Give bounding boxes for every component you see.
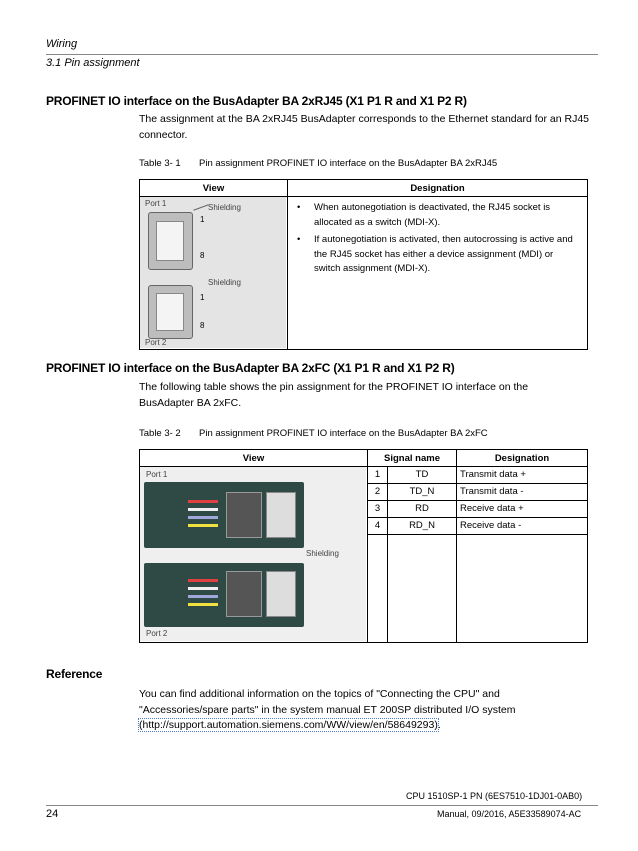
page-number: 24 bbox=[46, 808, 59, 820]
wire-4-top bbox=[188, 524, 218, 527]
reference-link[interactable]: (http://support.automation.siemens.com/WW/view/en/58649293) bbox=[139, 719, 438, 731]
fc-port2-label: Port 2 bbox=[146, 629, 168, 638]
wire-1-bottom bbox=[188, 579, 218, 582]
rj45-socket-1-opening bbox=[156, 221, 184, 261]
section1-paragraph: The assignment at the BA 2xRJ45 BusAdapter corresponds to the Ethernet standard for an RJ45 connector. bbox=[139, 113, 590, 141]
table1-view-cell bbox=[140, 197, 288, 350]
rj45-port1-label: Port 1 bbox=[145, 199, 167, 208]
signal-name-4: RD_N bbox=[388, 518, 457, 535]
fc-shielding-label: Shielding bbox=[306, 549, 339, 558]
wire-3-top bbox=[188, 516, 218, 519]
table2-caption bbox=[139, 428, 488, 439]
rj45-port2-label: Port 2 bbox=[145, 338, 167, 347]
footer-rule bbox=[46, 805, 598, 806]
rj45-shield1-pointer bbox=[193, 204, 208, 210]
table1-number: Table 3- 1 bbox=[139, 158, 181, 169]
rj45-socket-2-opening bbox=[156, 293, 184, 331]
fc-port1-label: Port 1 bbox=[146, 470, 168, 479]
fc-connector-2 bbox=[144, 563, 304, 627]
reference-heading: Reference bbox=[46, 667, 103, 681]
rj45-socket-1 bbox=[148, 212, 193, 270]
table2-header-view: View bbox=[140, 450, 368, 467]
empty-cell-designation bbox=[457, 535, 588, 643]
rj45-shielding2-label: Shielding bbox=[208, 278, 241, 287]
rj45-port1-pin1: 1 bbox=[200, 215, 205, 224]
rj45-port-image bbox=[140, 197, 286, 348]
table2-header-designation: Designation bbox=[457, 450, 588, 467]
section2-heading: PROFINET IO interface on the BusAdapter BA 2xFC (X1 P1 R and X1 P2 R) bbox=[46, 361, 455, 375]
fc-shield-1 bbox=[266, 492, 296, 538]
designation-bullet-2: • If autonegotiation is activated, then autocrossing is active and the RJ45 socket has either a device assignment (MDI) or switch assignment (MDI-X). bbox=[294, 233, 581, 277]
designation-bullet-1: • When autonegotiation is deactivated, the RJ45 socket is allocated as a switch (MDI-X). bbox=[294, 201, 581, 230]
signal-name-3: RD bbox=[388, 501, 457, 518]
wire-2-bottom bbox=[188, 587, 218, 590]
table1-header-view: View bbox=[140, 180, 288, 197]
signal-designation-1: Transmit data + bbox=[457, 467, 588, 484]
rj45-port1-pin8: 8 bbox=[200, 251, 205, 260]
table1-designation-cell bbox=[288, 197, 588, 350]
signal-name-1: TD bbox=[388, 467, 457, 484]
section1-heading: PROFINET IO interface on the BusAdapter BA 2xRJ45 (X1 P1 R and X1 P2 R) bbox=[46, 94, 467, 108]
signal-name-2: TD_N bbox=[388, 484, 457, 501]
table2-view-cell bbox=[140, 467, 368, 643]
wire-1-top bbox=[188, 500, 218, 503]
signal-designation-4: Receive data - bbox=[457, 518, 588, 535]
section2-paragraph: The following table shows the pin assignment for the PROFINET IO interface on the BusAdapter BA 2xFC. bbox=[139, 381, 529, 409]
fc-block-1 bbox=[226, 492, 262, 538]
fc-port-image bbox=[140, 467, 366, 641]
table2 bbox=[139, 449, 588, 643]
table1 bbox=[139, 179, 588, 350]
footer-manual: Manual, 09/2016, A5E33589074-AC bbox=[437, 809, 582, 819]
rj45-shielding1-label: Shielding bbox=[208, 203, 241, 212]
pin-number-3: 3 bbox=[368, 501, 388, 518]
rj45-socket-2 bbox=[148, 285, 193, 339]
rj45-port2-pin8: 8 bbox=[200, 321, 205, 330]
wire-3-bottom bbox=[188, 595, 218, 598]
reference-paragraph bbox=[139, 687, 579, 734]
footer-product: CPU 1510SP-1 PN (6ES7510-1DJ01-0AB0) bbox=[406, 791, 583, 801]
signal-designation-3: Receive data + bbox=[457, 501, 588, 518]
section-title: 3.1 Pin assignment bbox=[46, 57, 140, 69]
pin-number-1: 1 bbox=[368, 467, 388, 484]
table1-header-designation: Designation bbox=[288, 180, 588, 197]
fc-block-2 bbox=[226, 571, 262, 617]
table2-title: Pin assignment PROFINET IO interface on the BusAdapter BA 2xFC bbox=[199, 428, 488, 439]
header-rule bbox=[46, 54, 598, 55]
pin-number-2: 2 bbox=[368, 484, 388, 501]
pin-number-4: 4 bbox=[368, 518, 388, 535]
wire-2-top bbox=[188, 508, 218, 511]
signal-designation-2: Transmit data - bbox=[457, 484, 588, 501]
table1-title: Pin assignment PROFINET IO interface on the BusAdapter BA 2xRJ45 bbox=[199, 158, 498, 169]
fc-shield-2 bbox=[266, 571, 296, 617]
empty-cell-signal bbox=[388, 535, 457, 643]
empty-cell-pin bbox=[368, 535, 388, 643]
fc-connector-1 bbox=[144, 482, 304, 548]
table2-number: Table 3- 2 bbox=[139, 428, 181, 439]
table2-header-signal: Signal name bbox=[368, 450, 457, 467]
table1-caption bbox=[139, 158, 497, 169]
reference-text: You can find additional information on the topics of "Connecting the CPU" and "Accessories/spare parts" in the system manual ET 200SP distributed I/O system bbox=[139, 688, 516, 716]
chapter-title: Wiring bbox=[46, 38, 78, 50]
reference-period: . bbox=[437, 719, 441, 731]
wire-4-bottom bbox=[188, 603, 218, 606]
rj45-port2-pin1: 1 bbox=[200, 293, 205, 302]
